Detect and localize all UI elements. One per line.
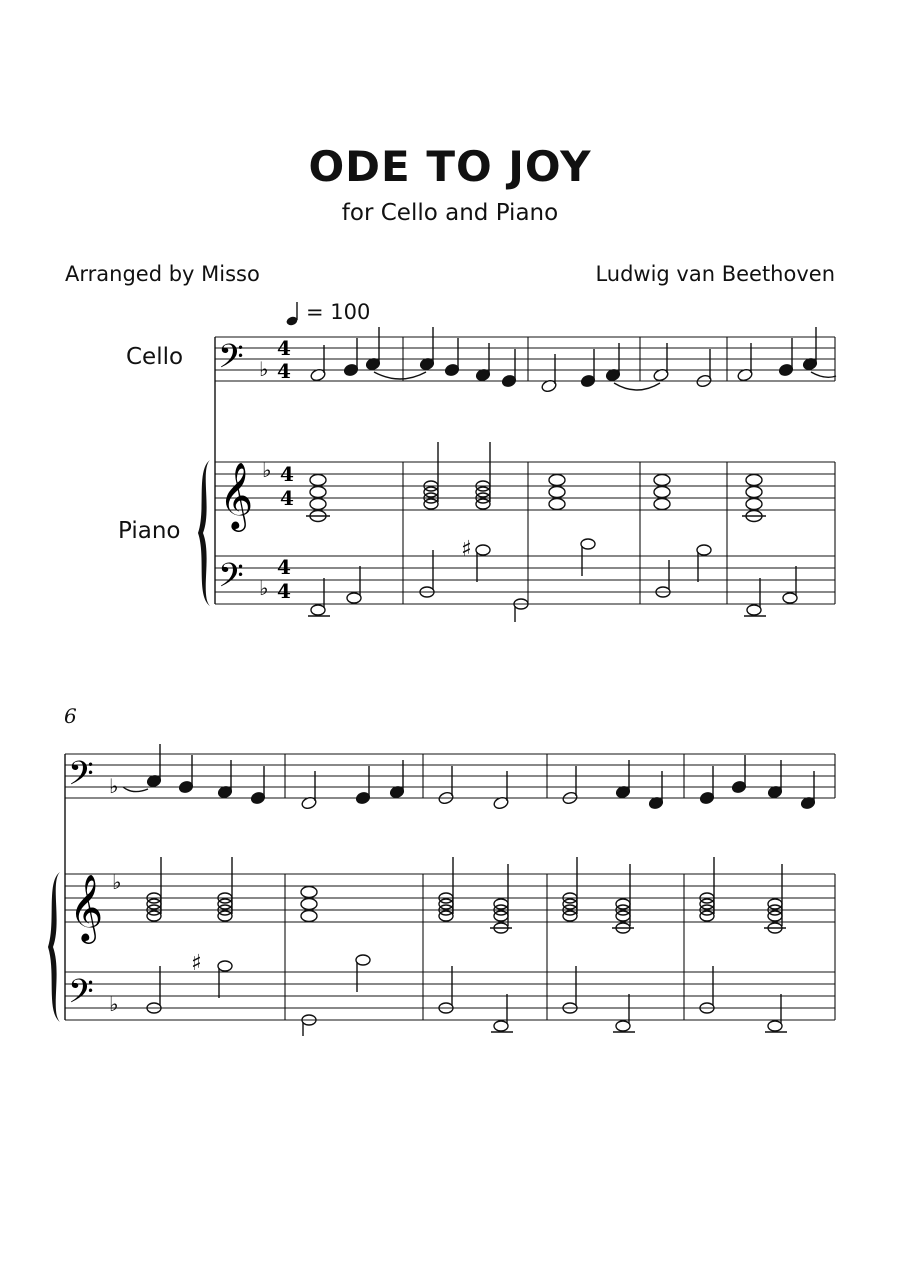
- piano-bass-staff: [215, 556, 835, 604]
- sharp-icon: ♯: [461, 537, 472, 562]
- svg-text:4: 4: [277, 579, 291, 603]
- composer-credit: Ludwig van Beethoven: [595, 262, 835, 286]
- flat-icon: ♭: [112, 870, 122, 894]
- flat-icon: ♭: [109, 992, 119, 1016]
- system-1: [215, 337, 835, 604]
- piano-brace: [48, 872, 60, 1022]
- piano-treble-staff: [215, 462, 835, 510]
- treble-clef-icon: 𝄞: [69, 873, 104, 941]
- piano-brace: [198, 460, 210, 606]
- flat-icon: ♭: [259, 357, 269, 381]
- tempo-marking: = 100: [306, 300, 371, 324]
- bass-clef-icon: 𝄢: [68, 755, 94, 801]
- svg-text:4: 4: [280, 486, 294, 510]
- score-subtitle: for Cello and Piano: [341, 200, 559, 226]
- score-title: ODE TO JOY: [308, 142, 592, 191]
- sharp-icon: ♯: [191, 951, 202, 976]
- flat-icon: ♭: [259, 576, 269, 600]
- piano-label: Piano: [118, 518, 181, 544]
- piano-bass-notes: [147, 951, 787, 1036]
- cello-staff: [65, 754, 835, 798]
- cello-staff: [215, 337, 835, 381]
- svg-text:4: 4: [277, 555, 291, 579]
- svg-text:4: 4: [277, 359, 291, 383]
- bass-clef-icon: 𝄢: [218, 338, 244, 384]
- svg-text:4: 4: [277, 336, 291, 360]
- flat-icon: ♭: [262, 458, 272, 482]
- measure-number: 6: [64, 704, 77, 728]
- treble-clef-icon: 𝄞: [219, 461, 254, 529]
- flat-icon: ♭: [109, 774, 119, 798]
- arranger-credit: Arranged by Misso: [65, 262, 260, 286]
- cello-label: Cello: [126, 344, 184, 370]
- quarter-note-icon: [285, 302, 298, 327]
- bass-clef-icon: 𝄢: [218, 557, 244, 603]
- svg-text:4: 4: [280, 462, 294, 486]
- time-signature: [277, 336, 294, 603]
- bass-clef-icon: 𝄢: [68, 973, 94, 1019]
